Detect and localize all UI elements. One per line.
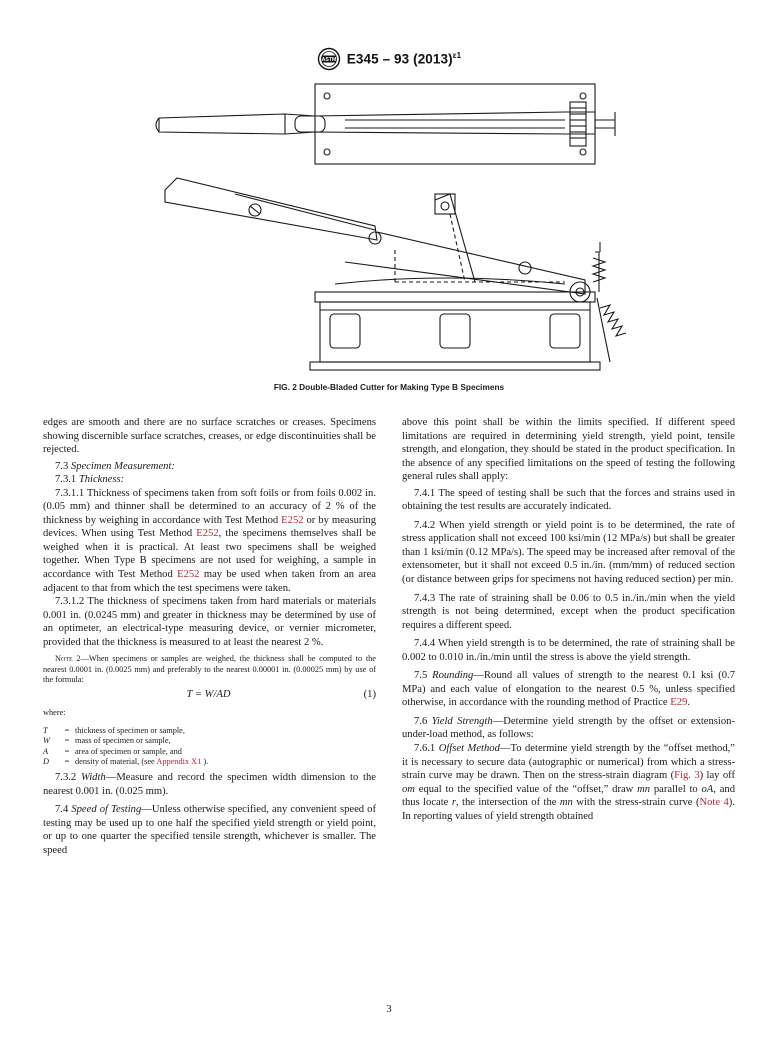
link-appendix-x1[interactable]: Appendix X1 (156, 757, 202, 767)
section-7-3-2: 7.3.2 Width—Measure and record the specimen width dimension to the nearest 0.001 in. (0.025 mm). (43, 772, 376, 797)
left-column (43, 416, 376, 857)
definition-row: W = mass of specimen or sample, (43, 736, 171, 746)
definition-row: T = thickness of specimen or sample, (43, 725, 185, 735)
page-header (0, 44, 778, 74)
equation-number: (1) (363, 689, 376, 701)
formula-definitions (43, 726, 376, 768)
definition-row: A = area of specimen or sample, and (43, 746, 182, 756)
note-2: Note 2—When specimens or samples are weighed, the thickness shall be computed to the nearest 0.0001 in. (0.0025 mm) and preferably to the nearest 0.00001 in. (0.00025 mm) by use of the formula: (43, 654, 376, 685)
formula-text: T = W/AD (186, 689, 231, 701)
link-e252-2[interactable]: E252 (196, 528, 219, 540)
link-fig-3[interactable]: Fig. 3 (674, 770, 700, 782)
paragraph-edges: edges are smooth and there are no surface scratches or creases. Specimens showing discernible surface scratches, creases, or edge discontinuities shall be rejected. (43, 417, 376, 456)
link-e252-3[interactable]: E252 (177, 569, 200, 581)
page-number: 3 (386, 1004, 392, 1015)
astm-logo-icon (317, 46, 341, 72)
paragraph-speed-continued: above this point shall be within the limits specified. If different speed limitations are required in determining yield strength, yield point, tensile strength, and elongation, they should be stated in the product specification. In the absence of any specified limitations on the speed of testing the following general rules shall apply: (402, 417, 735, 483)
link-e252-1[interactable]: E252 (281, 514, 304, 526)
section-7-5: 7.5 Rounding—Round all values of strength to the nearest 0.1 ksi (0.7 MPa) and each value of elongation to the nearest 0.5 %, unless specified otherwise, in accordance with the rounding method of Practice E29. (402, 670, 735, 709)
link-note-4[interactable]: Note 4 (699, 797, 729, 809)
where-label: where: (43, 708, 66, 718)
section-7-4: 7.4 Speed of Testing—Unless otherwise specified, any convenient speed of testing may be used up to one half the specified yield strength or yield point, or up to one quarter the specified tensile strength, whichever is smaller. The speed (43, 804, 376, 856)
cutter-illustration (145, 82, 635, 374)
section-7-4-1: 7.4.1 The speed of testing shall be such that the forces and strains used in obtaining the test results are accurately indicated. (402, 487, 735, 513)
document-designation: E345 – 93 $(2013)^{\varepsilon 1}$ (346, 51, 462, 67)
section-7-6: 7.6 Yield Strength—Determine yield strength by the offset or extension-under-load method, as follows: (402, 715, 735, 741)
link-e29[interactable]: E29 (670, 697, 688, 709)
formula-1 (43, 686, 376, 704)
definition-row: D = density of material, (see Appendix X1 ). (43, 757, 209, 767)
figure-cutter-drawing (145, 82, 635, 374)
section-7-3-heading: 7.3 Specimen Measurement: (55, 460, 175, 472)
section-7-3-1-heading: 7.3.1 Thickness: (55, 474, 125, 486)
section-7-4-2: 7.4.2 When yield strength or yield point is to be determined, the rate of stress application shall not exceed 100 ksi/min (12 MPa/s) but shall be greater than 1 ksi/min (0.12 MPa/s). The speed may be increased after removal of the extensometer, but it shall not exceed 0.5 in./in. (mm/mm) of reduced section (or distance between grips for specimens not having reduced section) per min. (402, 519, 735, 586)
figure-caption: FIG. 2 Double-Bladed Cutter for Making Type B Specimens (273, 382, 505, 392)
section-7-3-1-1: 7.3.1.1 Thickness of specimens taken from soft foils or from foils 0.002 in. (0.05 mm) and thinner shall be determined to an accuracy of 2 % of the thickness by weighing in accordance with Test Method E252 or by measuring devices. When using Test Method E252, the specimens themselves shall be weighed when it is practical. At least two specimens shall be weighed together. When Type B specimens are not used for weighing, a sample in accordance with Test Method E252 may be used when taken from an area adjacent to that from which the test specimens were taken. (43, 487, 376, 594)
right-column (402, 416, 735, 823)
svg-text:ASTM: ASTM (321, 57, 337, 64)
section-7-4-4: 7.4.4 When yield strength is to be determined, the rate of straining shall be 0.002 to 0.010 in./in./min until the stress is above the yield strength. (402, 638, 735, 663)
section-7-6-1: 7.6.1 Offset Method—To determine yield strength by the “offset method,” it is necessary to secure data (autographic or numerical) from which a stress-strain curve may be drawn. Then on the stress-strain diagram (Fig. 3) lay off om equal to the specified value of the “offset,” draw mn parallel to oA, and thus locate r, the intersection of the mn with the stress-strain curve (Note 4). In reporting values of yield strength obtained (402, 743, 736, 822)
section-7-3-1-2: 7.3.1.2 The thickness of specimens taken from hard materials or materials 0.001 in. (0.0245 mm) and greater in thickness may be determined by use of an optimeter, an electrical-type measuring device, or vernier micrometer, provided that the thickness is measured to at least the nearest 2 %. (43, 596, 376, 648)
section-7-4-3: 7.4.3 The rate of straining shall be 0.06 to 0.5 in./in./min when the yield strength is not being determined, except when the product specification requires a different speed. (402, 592, 735, 631)
